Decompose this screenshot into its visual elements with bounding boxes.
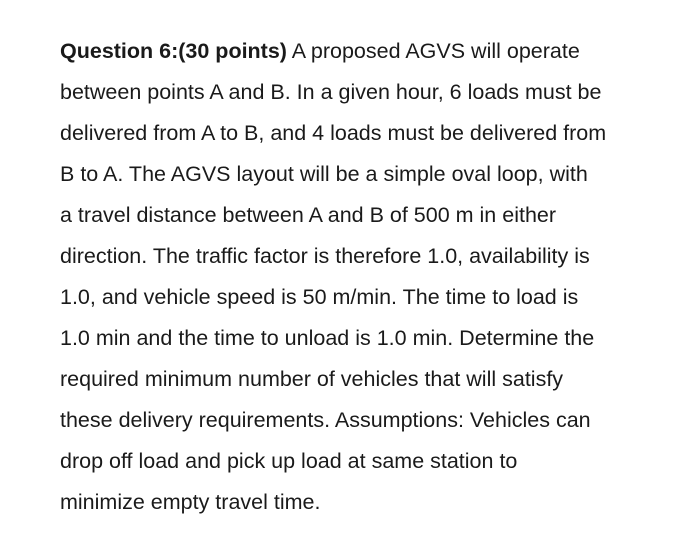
question-line-1 — [60, 31, 690, 72]
question-text-line: minimize empty travel time. — [60, 490, 321, 514]
question-text-line: 1.0 min and the time to unload is 1.0 min. Determine the — [60, 326, 595, 350]
question-text-line: required minimum number of vehicles that will satisfy — [60, 367, 564, 391]
question-paragraph — [60, 31, 690, 523]
question-text-line: a travel distance between A and B of 500 m in either — [60, 203, 557, 227]
question-text-line: between points A and B. In a given hour, 6 loads must be — [60, 80, 602, 104]
question-text-line: delivered from A to B, and 4 loads must be delivered from — [60, 121, 607, 145]
question-text-line: drop off load and pick up load at same station to — [60, 449, 518, 473]
question-text-line: B to A. The AGVS layout will be a simple oval loop, with — [60, 162, 588, 186]
question-text-line: 1.0, and vehicle speed is 50 m/min. The time to load is — [60, 285, 579, 309]
question-text-line: A proposed AGVS will operate — [286, 39, 580, 63]
question-text-line: direction. The traffic factor is therefore 1.0, availability is — [60, 244, 590, 268]
question-label: Question 6:(30 points) — [60, 39, 287, 63]
question-text-line: these delivery requirements. Assumptions: Vehicles can — [60, 408, 591, 432]
